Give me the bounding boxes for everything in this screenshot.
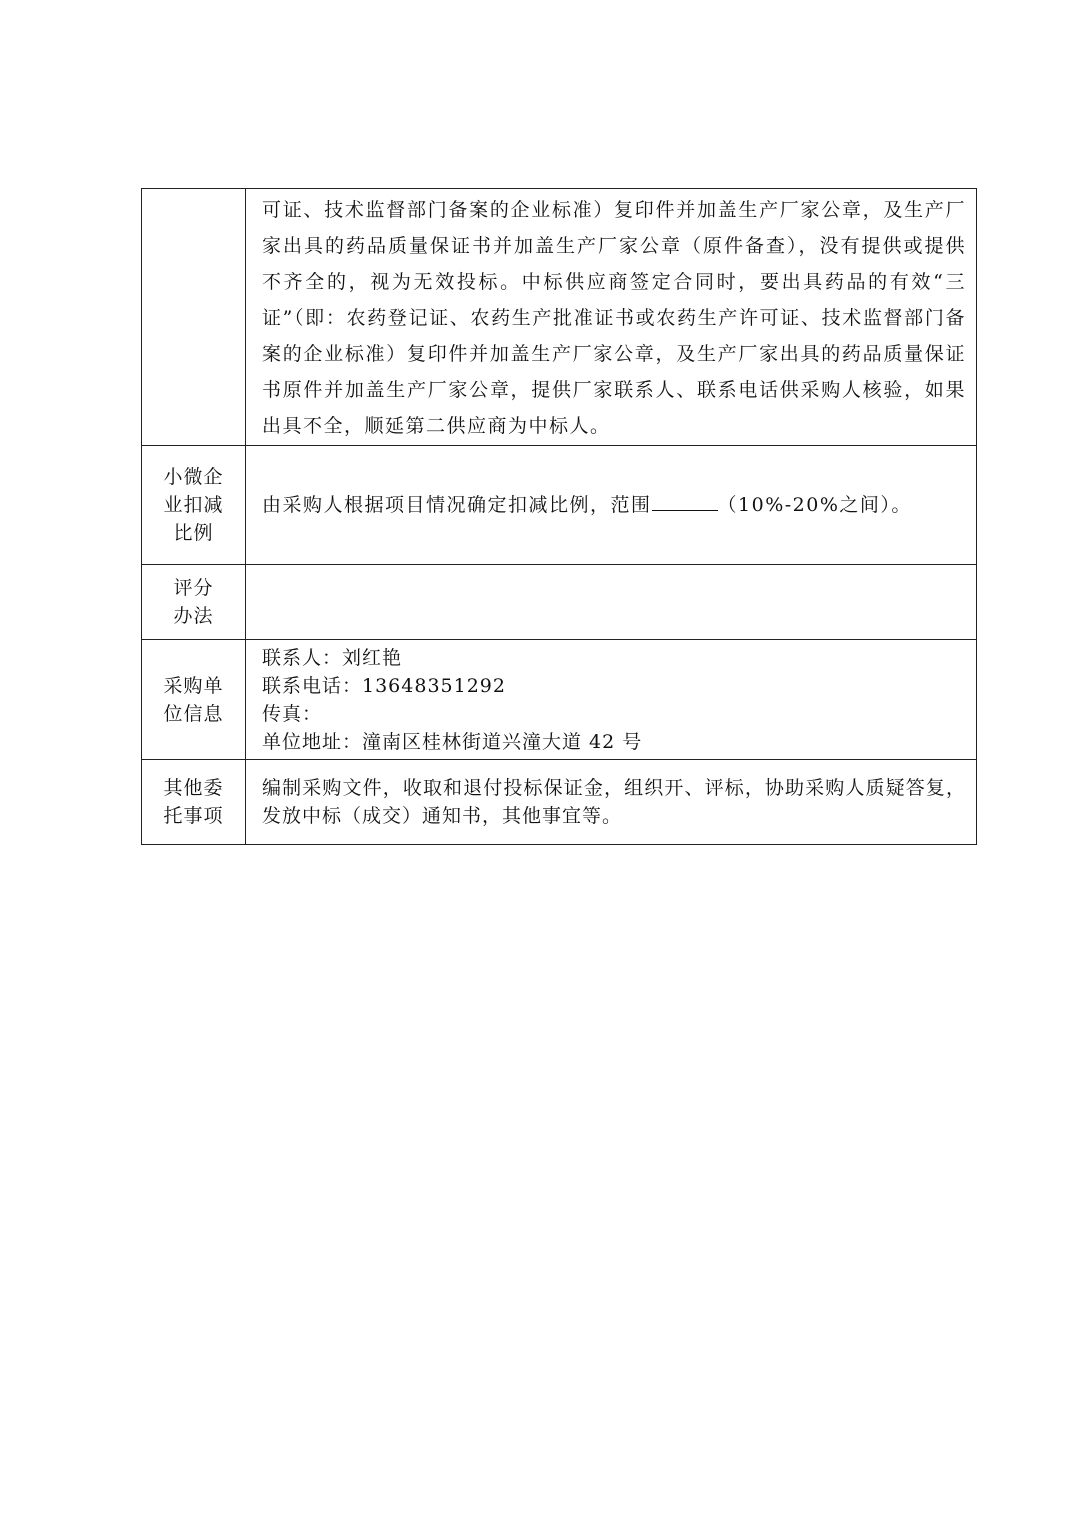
sme-deduction-label-cell xyxy=(142,446,246,565)
sme-deduction-label: 小微企业扣减比例 xyxy=(163,466,224,544)
requirements-label-cell xyxy=(142,189,246,446)
buyer-info-label: 采购单位信息 xyxy=(163,674,224,725)
buyer-info-label-cell xyxy=(142,640,246,760)
sme-deduction-row xyxy=(142,446,977,565)
buyer-fax: 传真： xyxy=(262,702,323,725)
buyer-info-row xyxy=(142,640,977,760)
sme-deduction-text-after: （10%-20%之间）。 xyxy=(717,494,912,516)
requirements-text: 可证、技术监督部门备案的企业标准）复印件并加盖生产厂家公章，及生产厂家出具的药品质量保证书并加盖生产厂家公章（原件备查），没有提供或提供不齐全的，视为无效投标。中标供应商签定合同时，要出具药品的有效“三证”（即：农药登记证、农药生产批准证书或农药生产许可证、技术监督部门备案的企业标准）复印件并加盖生产厂家公章，及生产厂家出具的药品质量保证书原件并加盖生产厂家公章，提供厂家联系人、联系电话供采购人核验，如果出具不全，顺延第二供应商为中标人。 xyxy=(262,199,966,437)
other-matters-row xyxy=(142,760,977,845)
sme-deduction-content-cell xyxy=(246,446,977,565)
requirements-row xyxy=(142,189,977,446)
other-matters-label-cell xyxy=(142,760,246,845)
buyer-phone: 联系电话：13648351292 xyxy=(262,674,506,697)
sme-deduction-text-before: 由采购人根据项目情况确定扣减比例，范围 xyxy=(262,494,652,516)
other-matters-text: 编制采购文件，收取和退付投标保证金，组织开、评标，协助采购人质疑答复，发放中标（成交）通知书，其他事宜等。 xyxy=(262,777,966,827)
deduction-range-blank xyxy=(652,493,718,511)
buyer-address: 单位地址：潼南区桂林街道兴潼大道 42 号 xyxy=(262,730,643,753)
scoring-row xyxy=(142,565,977,640)
scoring-label-cell xyxy=(142,565,246,640)
buyer-info-content-cell xyxy=(246,640,977,760)
other-matters-label: 其他委托事项 xyxy=(163,777,224,827)
scoring-content-cell xyxy=(246,565,977,640)
other-matters-content-cell xyxy=(246,760,977,845)
procurement-info-table xyxy=(141,188,977,845)
sme-deduction-text xyxy=(262,487,966,523)
scoring-label: 评分办法 xyxy=(173,577,214,627)
buyer-contact: 联系人：刘红艳 xyxy=(262,646,403,669)
requirements-content-cell xyxy=(246,189,977,446)
